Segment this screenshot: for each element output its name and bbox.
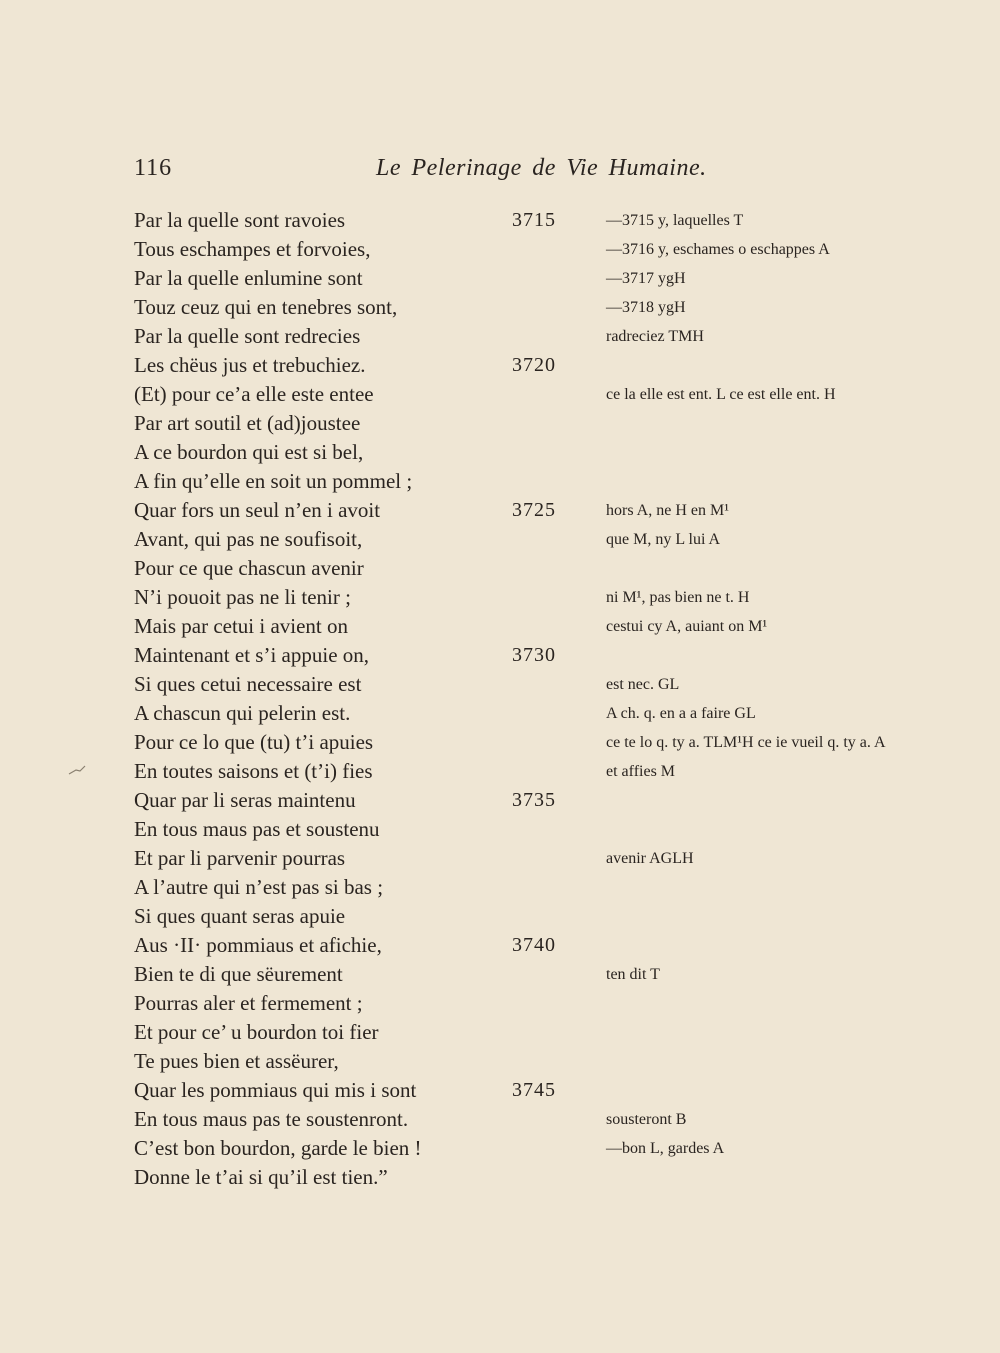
verse-line: Pour ce que chascun avenir [134, 556, 364, 580]
verse-line: N’i pouoit pas ne li tenir ; [134, 585, 351, 609]
verse-line: Aus ·II· pommiaus et afichie, [134, 933, 382, 957]
verse-line: En tous maus pas et soustenu [134, 817, 380, 841]
variant-note: et affies M [606, 763, 676, 780]
verse-line: Et par li parvenir pourras [134, 846, 346, 870]
verse-line: Touz ceuz qui en tenebres sont, [134, 295, 398, 319]
verse-line: Bien te di que sëurement [134, 962, 343, 986]
verse-line: Par la quelle enlumine sont [134, 266, 363, 290]
variant-note: est nec. GL [606, 676, 680, 693]
variant-note: avenir AGLH [606, 850, 694, 867]
verse-line: C’est bon bourdon, garde le bien ! [134, 1136, 422, 1160]
verse-line: (Et) pour ce’a elle este entee [134, 382, 374, 406]
line-number: 3725 [512, 499, 556, 521]
verse-column [134, 206, 514, 1192]
verse-line: Par art soutil et (ad)joustee [134, 411, 361, 435]
verse-line: Quar les pommiaus qui mis i sont [134, 1078, 417, 1102]
line-number: 3730 [512, 644, 556, 666]
variant-note: que M, ny L lui A [606, 531, 721, 548]
verse-line: Et pour ce’ u bourdon toi fier [134, 1020, 379, 1044]
line-number: 3715 [512, 209, 556, 231]
verse-line: A chascun qui pelerin est. [134, 701, 351, 725]
line-number: 3735 [512, 789, 556, 811]
verse-line: Avant, qui pas ne soufisoit, [134, 527, 363, 551]
variant-note: sousteront B [606, 1111, 687, 1128]
verse-line: Donne le t’ai si qu’il est tien.” [134, 1165, 388, 1189]
ink-speck-mark [68, 762, 86, 776]
variant-note: —3715 y, laquelles T [606, 212, 744, 229]
variant-note: ni M¹, pas bien ne t. H [606, 589, 750, 606]
variant-note: A ch. q. en a a faire GL [606, 705, 756, 722]
line-number: 3720 [512, 354, 556, 376]
verse-line: Pour ce lo que (tu) t’i apuies [134, 730, 374, 754]
verse-line: Les chëus jus et trebuchiez. [134, 353, 366, 377]
variant-note: ten dit T [606, 966, 660, 983]
line-number: 3740 [512, 934, 556, 956]
running-title: Le Pelerinage de Vie Humaine. [376, 155, 707, 181]
variant-note: ce la elle est ent. L ce est elle ent. H [606, 386, 836, 403]
verse-line: Pourras aler et fermement ; [134, 991, 363, 1015]
verse-line: Te pues bien et assëurer, [134, 1049, 339, 1073]
variant-note: cestui cy A, auiant on M¹ [606, 618, 768, 635]
variant-note: —3717 ygH [606, 270, 686, 287]
variant-note: hors A, ne H en M¹ [606, 502, 730, 519]
verse-line: Maintenant et s’i appuie on, [134, 643, 370, 667]
verse-line: En tous maus pas te soustenront. [134, 1107, 409, 1131]
verse-line: Si ques cetui necessaire est [134, 672, 362, 696]
verse-line: Si ques quant seras apuie [134, 904, 346, 928]
verse-line: En toutes saisons et (t’i) fies [134, 759, 373, 783]
page-number: 116 [134, 155, 173, 181]
verse-line: Tous eschampes et forvoies, [134, 237, 371, 261]
line-number: 3745 [512, 1079, 556, 1101]
variant-note: —3718 ygH [606, 299, 686, 316]
variant-note: —3716 y, eschames o eschappes A [606, 241, 830, 258]
variant-note: ce te lo q. ty a. TLM¹H ce ie vueil q. ty a. A [606, 734, 886, 751]
verse-line: Par la quelle sont redrecies [134, 324, 361, 348]
verse-line: Quar par li seras maintenu [134, 788, 356, 812]
verse-line: A fin qu’elle en soit un pommel ; [134, 469, 413, 493]
verse-line: Par la quelle sont ravoies [134, 208, 346, 232]
verse-line: Quar fors un seul n’en i avoit [134, 498, 381, 522]
verse-line: A l’autre qui n’est pas si bas ; [134, 875, 384, 899]
variant-note: —bon L, gardes A [606, 1140, 725, 1157]
verse-line: Mais par cetui i avient on [134, 614, 349, 638]
variant-note: radreciez TMH [606, 328, 704, 345]
verse-line: A ce bourdon qui est si bel, [134, 440, 364, 464]
